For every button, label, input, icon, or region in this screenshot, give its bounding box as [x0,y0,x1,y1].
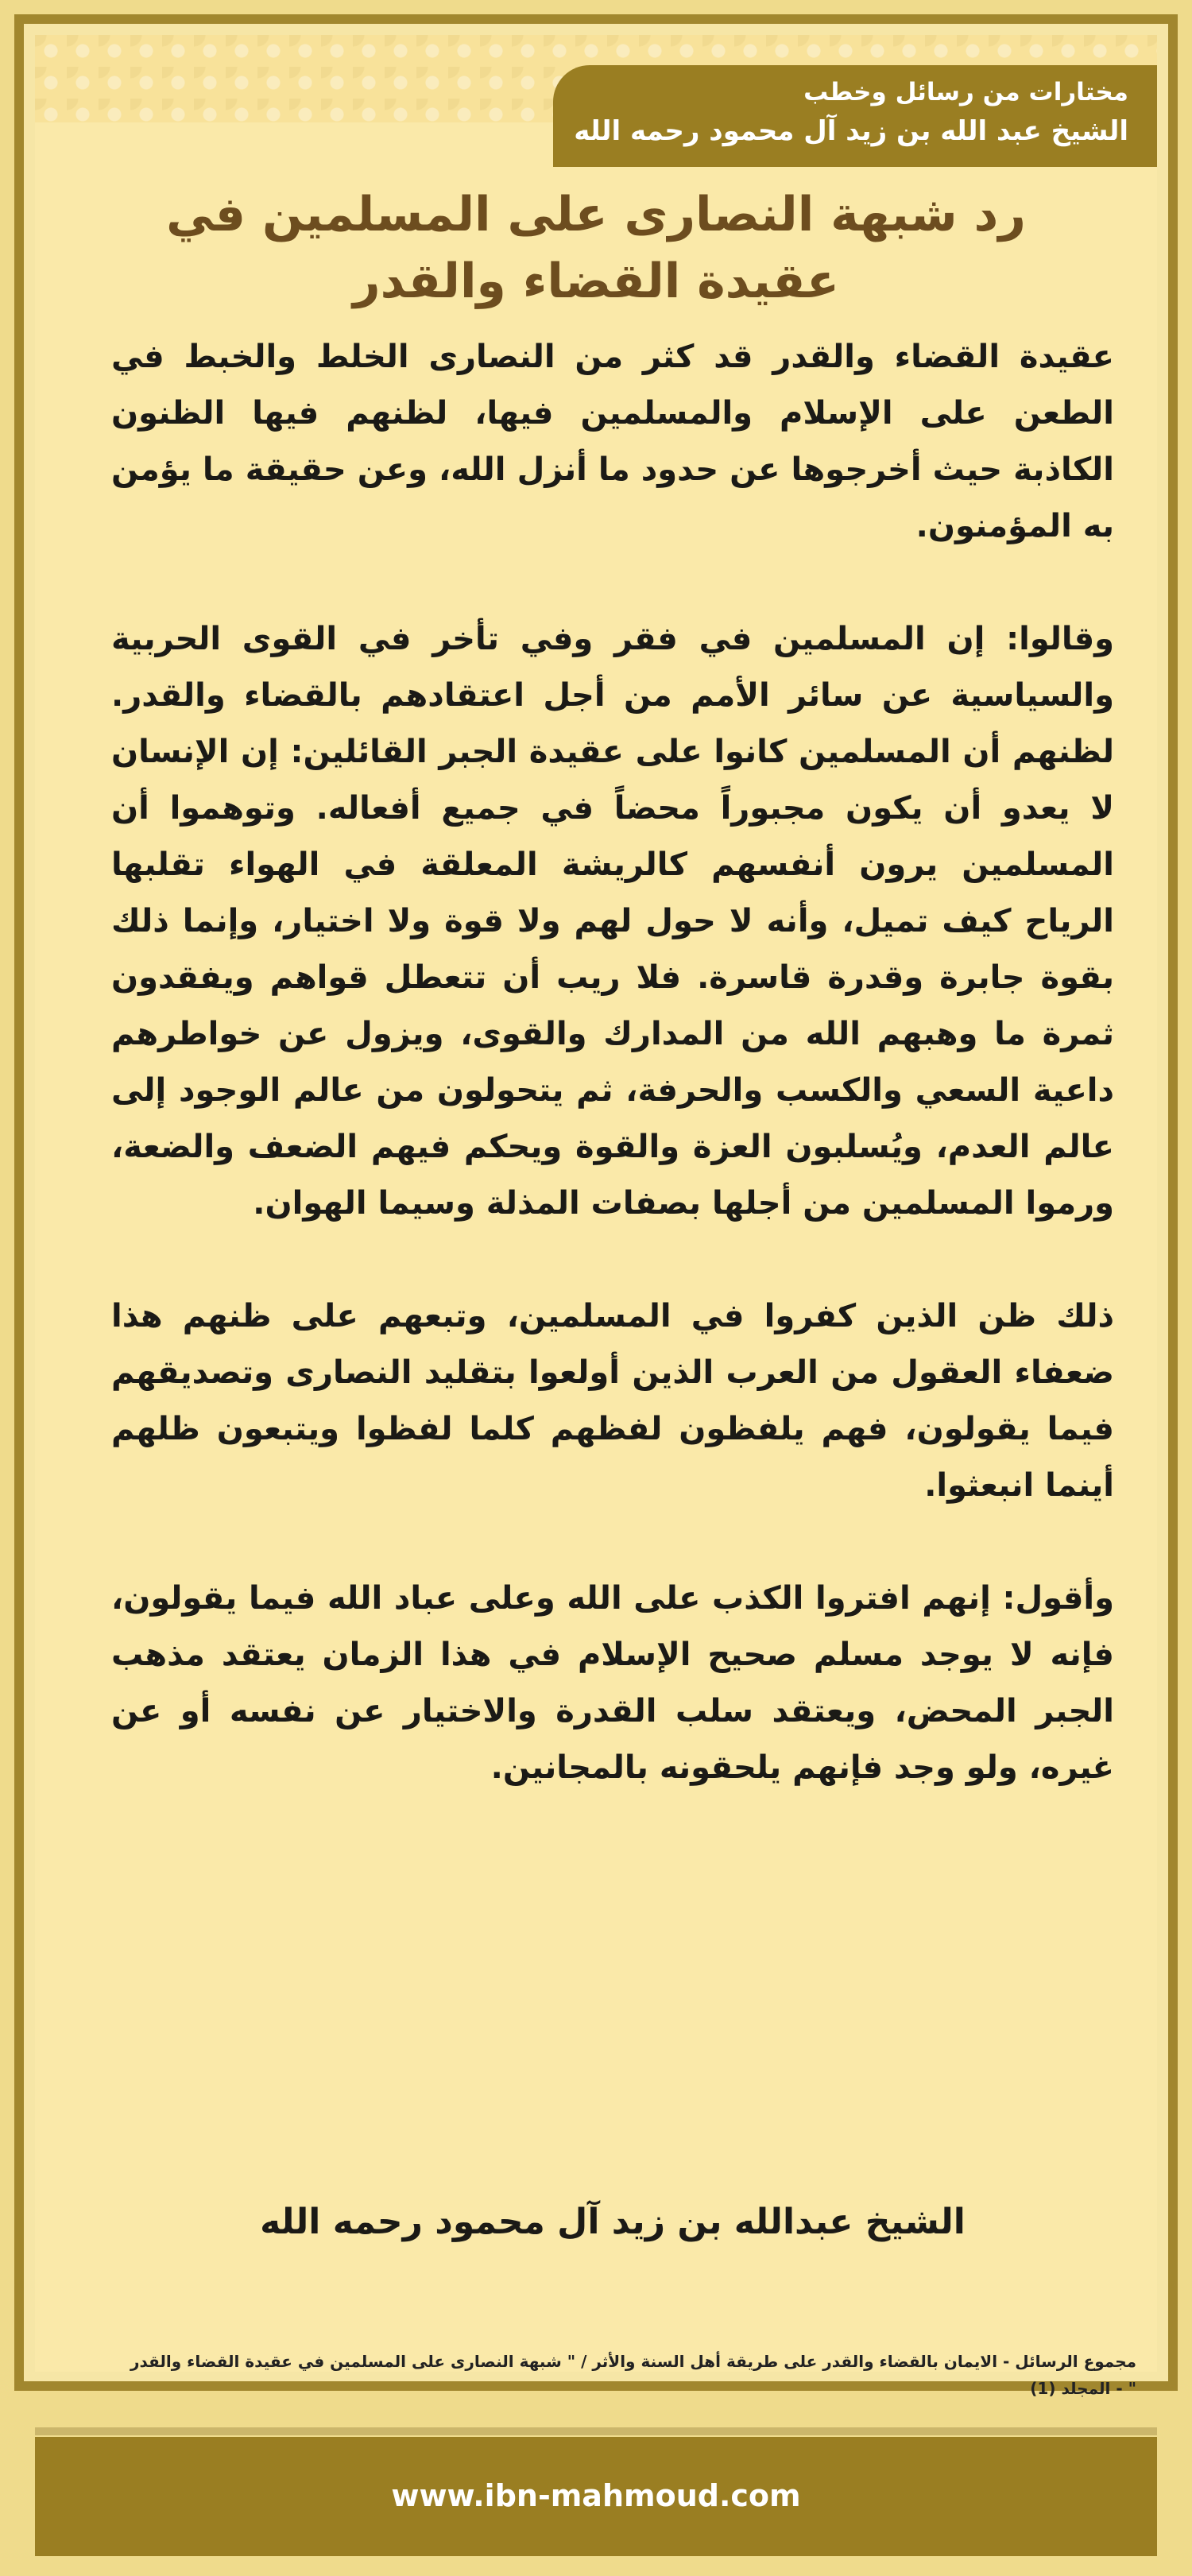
website-link[interactable]: www.ibn-mahmoud.com [391,2478,801,2513]
badge-subtitle: مختارات من رسائل وخطب [803,78,1128,107]
signature: الشيخ عبدالله بن زيد آل محمود رحمه الله [260,2202,966,2242]
article-body [111,329,1114,1853]
paragraph: عقيدة القضاء والقدر قد كثر من النصارى الخلط والخبط في الطعن على الإسلام والمسلمين فيها، لظنهم فيها الظنون الكاذبة حيث أخرجوها عن حدود ما أنزل الله، وعن حقيقة ما يؤمن به المؤمنون. [111,339,1114,544]
paragraph: ذلك ظن الذين كفروا في المسلمين، وتبعهم على ظنهم هذا ضعفاء العقول من العرب الذين أولعوا بتقليد النصارى وتصديقهم فيما يقولون، فهم يلفظون لفظهم كلما لفظوا ويتبعون ظلهم أينما انبعثوا. [111,1298,1114,1504]
page-title: رد شبهة النصارى على المسلمين في عقيدة القضاء والقدر [166,187,1026,309]
source-citation: مجموع الرسائل - الايمان بالقضاء والقدر على طريقة أهل السنة والأثر / " شبهة النصارى على المسلمين في عقيدة القضاء والقدر " - المجلد (1) [130,2352,1136,2398]
header-badge [553,65,1157,167]
divider [35,2427,1157,2435]
paragraph: وقالوا: إن المسلمين في فقر وفي تأخر في القوى الحربية والسياسية عن سائر الأمم من أجل اعتقادهم بالقضاء والقدر. لظنهم أن المسلمين كانوا على عقيدة الجبر القائلين: إن الإنسان لا يعدو أن يكون مجبوراً محضاً في جميع أفعاله. وتوهموا أن المسلمين يرون أنفسهم كالريشة المعلقة في الهواء تقلبها الرياح كيف تميل، وأنه لا حول لهم ولا قوة ولا اختيار، وإنما ذلك بقوة جابرة وقدرة قاسرة. فلا ريب أن تتعطل قواهم ويفقدون ثمرة ما وهبهم الله من المدارك والقوى، ويزول عن خواطرهم داعية السعي والكسب والحرفة، ثم يتحولون من عالم الوجود إلى عالم العدم، ويُسلبون العزة والقوة ويحكم فيهم الضعف والضعة، ورموا المسلمين من أجلها بصفات المذلة وسيما الهوان. [111,621,1114,1222]
badge-author: الشيخ عبد الله بن زيد آل محمود رحمه الله [574,115,1128,147]
footer-bar [35,2437,1157,2556]
paragraph: وأقول: إنهم افتروا الكذب على الله وعلى عباد الله فيما يقولون، فإنه لا يوجد مسلم صحيح الإسلام في هذا الزمان يعتقد مذهب الجبر المحض، ويعتقد سلب القدرة والاختيار عن نفسه أو عن غيره، ولو وجد فإنهم يلحقونه بالمجانين. [111,1580,1114,1786]
